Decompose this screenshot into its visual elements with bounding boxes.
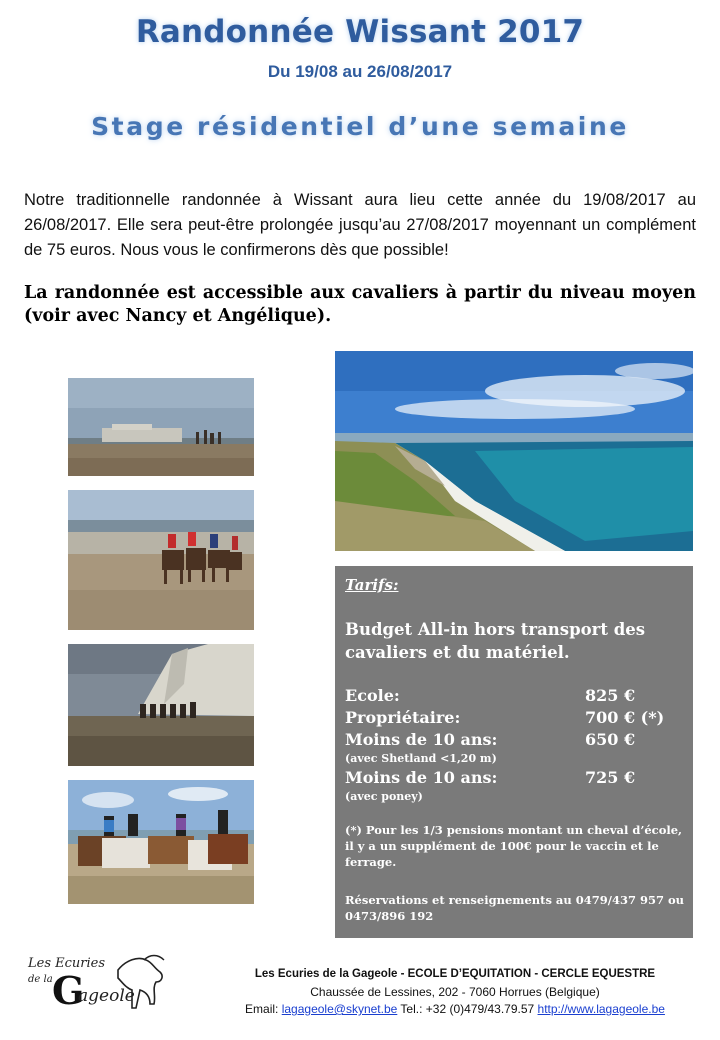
price-value: 700 € (*) — [585, 708, 665, 727]
footer-organisation: Les Ecuries de la Gageole - ECOLE D’EQUITATION - CERCLE EQUESTRE — [254, 968, 656, 980]
price-sub-shetland: (avec Shetland <1,20 m) — [345, 752, 497, 765]
intro-paragraph: Notre traditionnelle randonnée à Wissant aura lieu cette année du 19/08/2017 au 26/08/2017. Elle sera peut-être prolongée jusqu’au 27/08/2017 moyennant un complément de 75 euros. Nous vous le confirmerons dès que possible! — [24, 191, 696, 259]
price-value: 650 € — [585, 730, 636, 749]
price-label: Moins de 10 ans: — [345, 768, 498, 787]
tarifs-box — [335, 566, 693, 938]
tarifs-label: Tarifs: — [345, 576, 399, 594]
logo-initial: G — [52, 968, 85, 1013]
footer-contact — [220, 1002, 690, 1016]
cliff-riders-photo — [68, 644, 254, 766]
children-ponies-photo — [68, 780, 254, 904]
reservation-info: Réservations et renseignements au 0479/437 957 ou 0473/896 192 — [345, 893, 685, 923]
price-value: 825 € — [585, 686, 636, 705]
website-link[interactable]: http://www.lagageole.be — [537, 1002, 665, 1016]
logo-line2: de la — [28, 974, 53, 985]
page-subtitle: Stage résidentiel d’une semaine — [91, 112, 629, 141]
price-label: Propriétaire: — [345, 708, 461, 727]
price-label: Ecole: — [345, 686, 400, 705]
logo-line1: Les Ecuries — [28, 956, 106, 971]
price-sub-poney: (avec poney) — [345, 790, 423, 803]
footer-address: Chaussée de Lessines, 202 - 7060 Horrues (Belgique) — [310, 985, 600, 999]
page-title: Randonnée Wissant 2017 — [135, 14, 585, 50]
email-prefix: Email: — [245, 1002, 282, 1016]
logo-rest: ageole — [78, 986, 135, 1006]
ecuries-logo — [26, 952, 174, 1018]
riders-beach-photo — [68, 490, 254, 630]
event-dates: Du 19/08 au 26/08/2017 — [267, 62, 453, 81]
price-value: 725 € — [585, 768, 636, 787]
supplement-note: (*) Pour les 1/3 pensions montant un cheval d’école, il y a un supplément de 100€ pour le vaccin et le ferrage. — [345, 823, 683, 869]
level-notice: La randonnée est accessible aux cavaliers à partir du niveau moyen (voir avec Nancy et Angélique). — [24, 283, 696, 326]
beach-fort-photo — [68, 378, 254, 476]
price-label: Moins de 10 ans: — [345, 730, 498, 749]
email-link[interactable]: lagageole@skynet.be — [281, 1002, 398, 1016]
coastline-photo — [335, 351, 693, 551]
phone-text: Tel.: +32 (0)479/43.79.57 — [397, 1002, 538, 1016]
budget-text: Budget All-in hors transport des cavaliers et du matériel. — [345, 620, 646, 662]
